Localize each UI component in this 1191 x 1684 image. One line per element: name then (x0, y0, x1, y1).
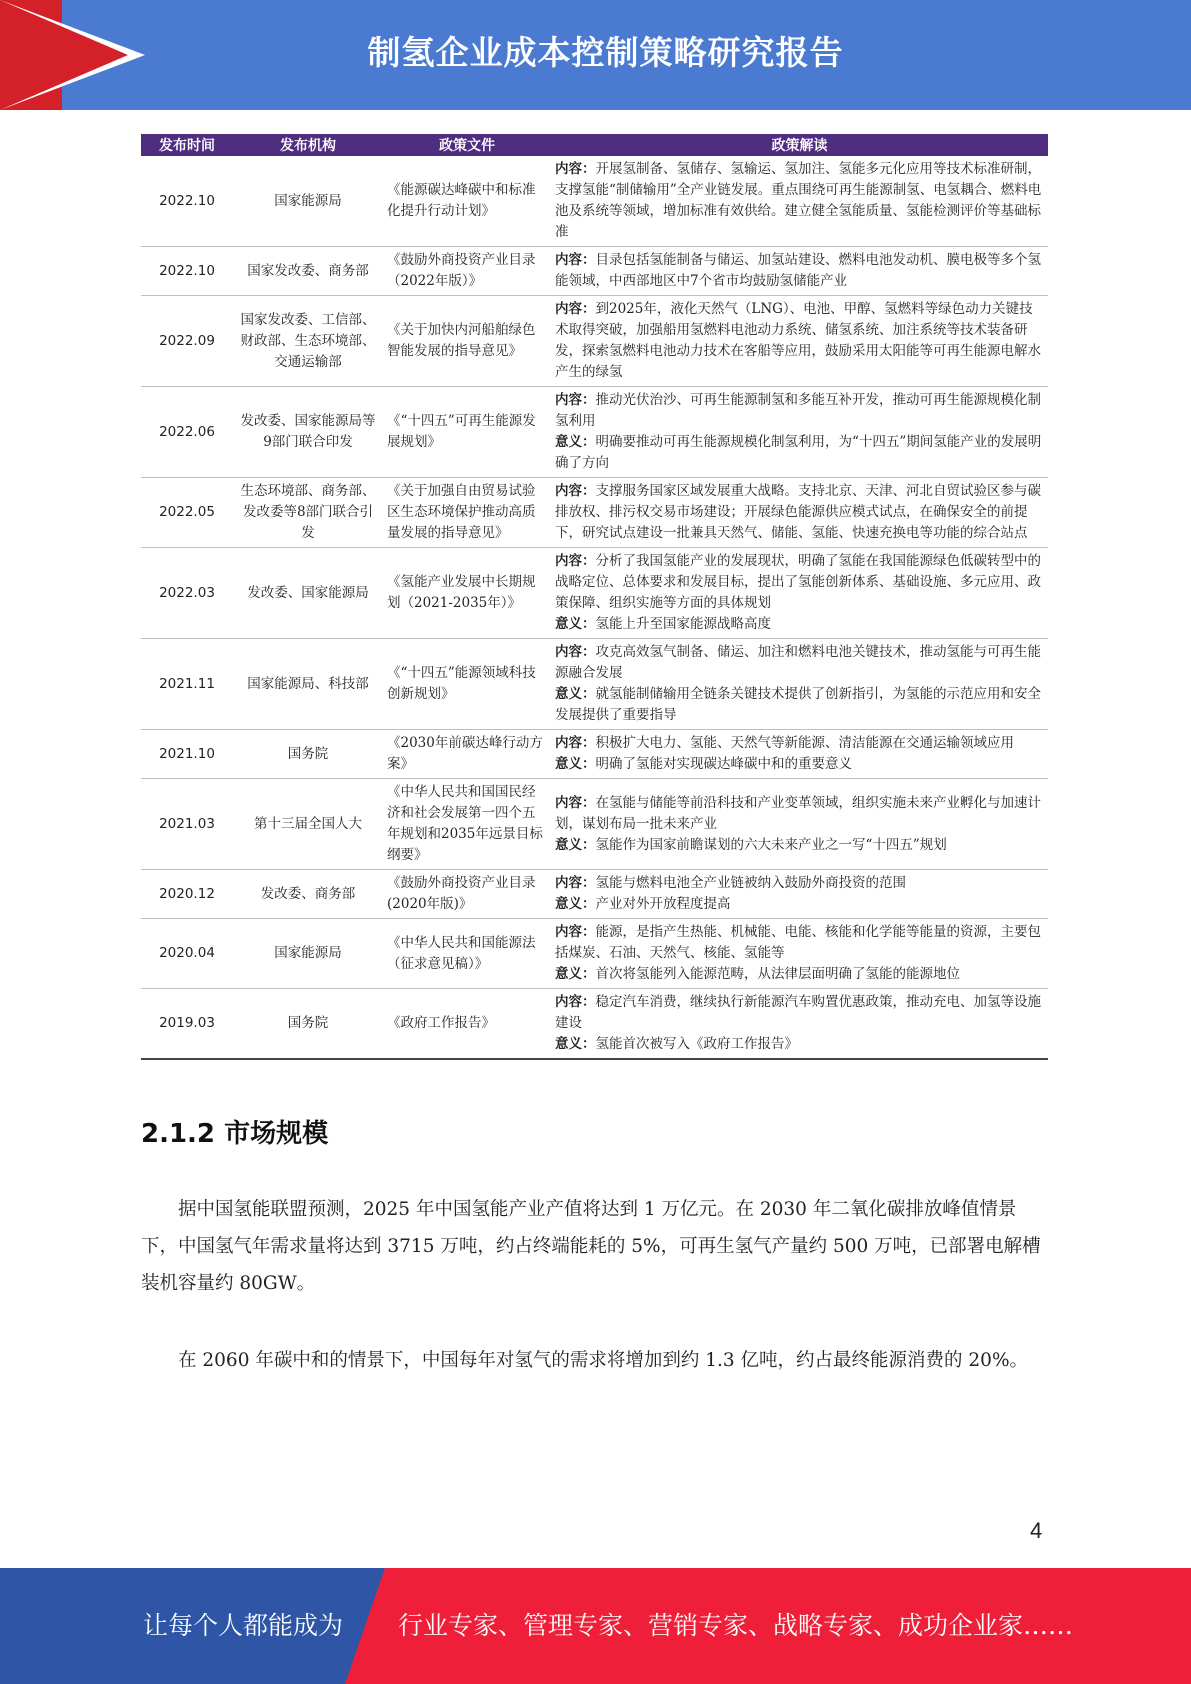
table-row (141, 247, 1048, 296)
desc-text: 支撑服务国家区域发展重大战略。支持北京、天津、河北自贸试验区参与碳排放权、排污权交易市场建设；开展绿色能源供应模式试点，在确保安全的前提下，研究试点建设一批兼具天然气、储能、氢能、快速充换电等功能的综合站点 (555, 483, 1041, 541)
desc-label: 内容： (555, 644, 596, 660)
table-row (141, 779, 1048, 870)
desc-text: 攻克高效氢气制备、储运、加注和燃料电池关键技术，推动氢能与可再生能源融合发展 (555, 644, 1041, 681)
desc-label: 意义： (555, 896, 596, 912)
cell-org: 国家能源局、科技部 (233, 639, 383, 730)
desc-text: 在氢能与储能等前沿科技和产业变革领域，组织实施未来产业孵化与加速计划，谋划布局一批未来产业 (555, 794, 1041, 832)
desc-label: 内容： (555, 392, 596, 408)
desc-text: 能源，是指产生热能、机械能、电能、核能和化学能等能量的资源，主要包括煤炭、石油、天然气、核能、氢能等 (555, 924, 1041, 961)
cell-doc: 《鼓励外商投资产业目录(2020年版)》 (383, 870, 551, 919)
footer-slogan-left: 让每个人都能成为 (143, 1611, 344, 1640)
desc-label: 意义： (555, 836, 596, 853)
cell-doc: 《“十四五”能源领域科技创新规划》 (383, 639, 551, 730)
cell-desc (551, 730, 1048, 779)
policy-table (141, 134, 1048, 1060)
column-header-desc: 政策解读 (551, 134, 1048, 156)
desc-text: 氢能与燃料电池全产业链被纳入鼓励外商投资的范围 (595, 875, 906, 891)
policy-table-wrap (141, 134, 1048, 1060)
cell-doc: 《中华人民共和国能源法（征求意见稿）》 (383, 919, 551, 989)
desc-label: 意义： (555, 756, 596, 772)
desc-line (555, 299, 1044, 383)
table-row (141, 919, 1048, 989)
desc-text: 氢能上升至国家能源战略高度 (595, 616, 771, 632)
desc-text: 目录包括氢能制备与储运、加氢站建设、燃料电池发动机、膜电极等多个氢能领域，中西部地区中7个省市均鼓励氢储能产业 (555, 252, 1041, 289)
desc-line (555, 551, 1044, 614)
cell-desc (551, 387, 1048, 478)
cell-org: 国务院 (233, 730, 383, 779)
desc-line (555, 733, 1044, 754)
desc-line (555, 642, 1044, 684)
desc-label: 内容： (555, 483, 596, 499)
desc-line (555, 835, 1044, 856)
cell-org: 国务院 (233, 989, 383, 1060)
desc-label: 意义： (555, 686, 596, 702)
desc-text: 明确要推动可再生能源规模化制氢利用，为“十四五”期间氢能产业的发展明确了方向 (555, 434, 1042, 471)
desc-label: 内容： (555, 301, 596, 317)
column-header-date: 发布时间 (141, 134, 233, 156)
desc-label: 内容： (555, 794, 596, 811)
paragraph: 据中国氢能联盟预测，2025 年中国氢能产业产值将达到 1 万亿元。在 2030 年二氧化碳排放峰值情景下，中国氢气年需求量将达到 3715 万吨，约占终端能耗的 5%，可再生氢气产量约 500 万吨，已部署电解槽装机容量约 80GW。 (141, 1199, 1041, 1294)
cell-date: 2022.10 (141, 247, 233, 296)
cell-desc (551, 919, 1048, 989)
desc-text: 到2025年，液化天然气（LNG）、电池、甲醇、氢燃料等绿色动力关键技术取得突破，加强船用氢燃料电池动力系统、储氢系统、加注系统等技术装备研发，探索氢燃料电池动力技术在客船等应用，鼓励采用太阳能等可再生能源电解水产生的绿氢 (555, 301, 1041, 380)
cell-doc: 《政府工作报告》 (383, 989, 551, 1060)
desc-text: 开展氢制备、氢储存、氢输运、氢加注、氢能多元化应用等技术标准研制，支撑氢能“制储输用”全产业链发展。重点围绕可再生能源制氢、电氢耦合、燃料电池及系统等领域，增加标准有效供给。建立健全氢能质量、氢能检测评价等基础标准 (555, 161, 1042, 240)
cell-date: 2022.03 (141, 548, 233, 639)
cell-org: 生态环境部、商务部、发改委等8部门联合引发 (233, 478, 383, 548)
cell-doc: 《能源碳达峰碳中和标准化提升行动计划》 (383, 156, 551, 247)
cell-org: 第十三届全国人大 (233, 779, 383, 870)
table-row (141, 387, 1048, 478)
table-header-row (141, 134, 1048, 156)
desc-line (555, 250, 1044, 292)
desc-label: 内容： (555, 875, 596, 891)
desc-text: 分析了我国氢能产业的发展现状，明确了氢能在我国能源绿色低碳转型中的战略定位、总体要求和发展目标，提出了氢能创新体系、基础设施、多元应用、政策保障、组织实施等方面的具体规划 (555, 553, 1041, 611)
desc-line (555, 793, 1044, 835)
cell-org: 国家能源局 (233, 156, 383, 247)
desc-label: 意义： (555, 616, 596, 632)
column-header-doc: 政策文件 (383, 134, 551, 156)
cell-doc: 《关于加快内河船舶绿色智能发展的指导意见》 (383, 296, 551, 387)
table-row (141, 548, 1048, 639)
desc-line (555, 432, 1044, 474)
cell-desc (551, 247, 1048, 296)
policy-table-body (141, 156, 1048, 1059)
page-number: 4 (1030, 1518, 1043, 1543)
cell-doc: 《“十四五”可再生能源发展规划》 (383, 387, 551, 478)
desc-label: 内容： (555, 924, 596, 940)
cell-org: 国家发改委、工信部、财政部、生态环境部、交通运输部 (233, 296, 383, 387)
desc-line (555, 964, 1044, 985)
paragraph: 在 2060 年碳中和的情景下，中国每年对氢气的需求将增加到约 1.3 亿吨，约占最终能源消费的 20%。 (178, 1350, 1029, 1371)
cell-desc (551, 548, 1048, 639)
cell-desc (551, 779, 1048, 870)
desc-line (555, 481, 1044, 544)
desc-text: 推动光伏治沙、可再生能源制氢和多能互补开发，推动可再生能源规模化制氢利用 (555, 392, 1041, 429)
cell-date: 2021.11 (141, 639, 233, 730)
desc-label: 内容： (555, 161, 596, 177)
table-row (141, 639, 1048, 730)
desc-text: 稳定汽车消费，继续执行新能源汽车购置优惠政策，推动充电、加氢等设施建设 (555, 994, 1041, 1031)
table-row (141, 156, 1048, 247)
cell-desc (551, 989, 1048, 1060)
desc-line (555, 873, 1044, 894)
desc-line (555, 159, 1044, 243)
desc-line (555, 754, 1044, 775)
cell-date: 2020.12 (141, 870, 233, 919)
cell-date: 2020.04 (141, 919, 233, 989)
desc-label: 内容： (555, 994, 596, 1010)
cell-desc (551, 478, 1048, 548)
desc-line (555, 894, 1044, 915)
report-title: 制氢企业成本控制策略研究报告 (367, 33, 844, 72)
cell-date: 2021.03 (141, 779, 233, 870)
desc-line (555, 684, 1044, 726)
cell-desc (551, 296, 1048, 387)
cell-desc (551, 870, 1048, 919)
cell-date: 2022.09 (141, 296, 233, 387)
cell-desc (551, 639, 1048, 730)
desc-label: 意义： (555, 434, 596, 450)
desc-text: 首次将氢能列入能源范畴，从法律层面明确了氢能的能源地位 (595, 966, 960, 982)
table-row (141, 989, 1048, 1060)
cell-doc: 《关于加强自由贸易试验区生态环境保护推动高质量发展的指导意见》 (383, 478, 551, 548)
desc-line (555, 992, 1044, 1034)
desc-label: 意义： (555, 1036, 596, 1052)
cell-desc (551, 156, 1048, 247)
desc-text: 积极扩大电力、氢能、天然气等新能源、清洁能源在交通运输领域应用 (595, 735, 1014, 751)
page-footer (0, 1568, 1191, 1684)
cell-doc: 《中华人民共和国国民经济和社会发展第一四个五年规划和2035年远景目标纲要》 (383, 779, 551, 870)
cell-date: 2022.05 (141, 478, 233, 548)
section-title: 2.1.2 市场规模 (141, 1119, 329, 1149)
desc-text: 产业对外开放程度提高 (595, 896, 731, 912)
table-row (141, 478, 1048, 548)
table-row (141, 870, 1048, 919)
cell-date: 2022.06 (141, 387, 233, 478)
desc-text: 氢能作为国家前瞻谋划的六大未来产业之一写“十四五”规划 (595, 836, 947, 853)
desc-label: 内容： (555, 735, 596, 751)
desc-line (555, 1034, 1044, 1055)
table-row (141, 730, 1048, 779)
cell-org: 发改委、国家能源局 (233, 548, 383, 639)
desc-line (555, 922, 1044, 964)
cell-org: 国家发改委、商务部 (233, 247, 383, 296)
cell-doc: 《2030年前碳达峰行动方案》 (383, 730, 551, 779)
desc-text: 明确了氢能对实现碳达峰碳中和的重要意义 (595, 756, 852, 772)
cell-doc: 《鼓励外商投资产业目录（2022年版）》 (383, 247, 551, 296)
cell-org: 国家能源局 (233, 919, 383, 989)
cell-org: 发改委、国家能源局等9部门联合印发 (233, 387, 383, 478)
desc-text: 氢能首次被写入《政府工作报告》 (595, 1036, 798, 1052)
footer-slogan-right: 行业专家、管理专家、营销专家、战略专家、成功企业家…… (398, 1611, 1074, 1640)
column-header-org: 发布机构 (233, 134, 383, 156)
desc-line (555, 614, 1044, 635)
page-header (0, 0, 1191, 110)
table-row (141, 296, 1048, 387)
desc-line (555, 390, 1044, 432)
desc-text: 就氢能制储输用全链条关键技术提供了创新指引，为氢能的示范应用和安全发展提供了重要指导 (555, 686, 1041, 723)
cell-org: 发改委、商务部 (233, 870, 383, 919)
cell-date: 2019.03 (141, 989, 233, 1060)
cell-date: 2021.10 (141, 730, 233, 779)
desc-label: 内容： (555, 252, 596, 268)
desc-label: 意义： (555, 966, 596, 982)
cell-doc: 《氢能产业发展中长期规划（2021-2035年）》 (383, 548, 551, 639)
cell-date: 2022.10 (141, 156, 233, 247)
desc-label: 内容： (555, 553, 596, 569)
